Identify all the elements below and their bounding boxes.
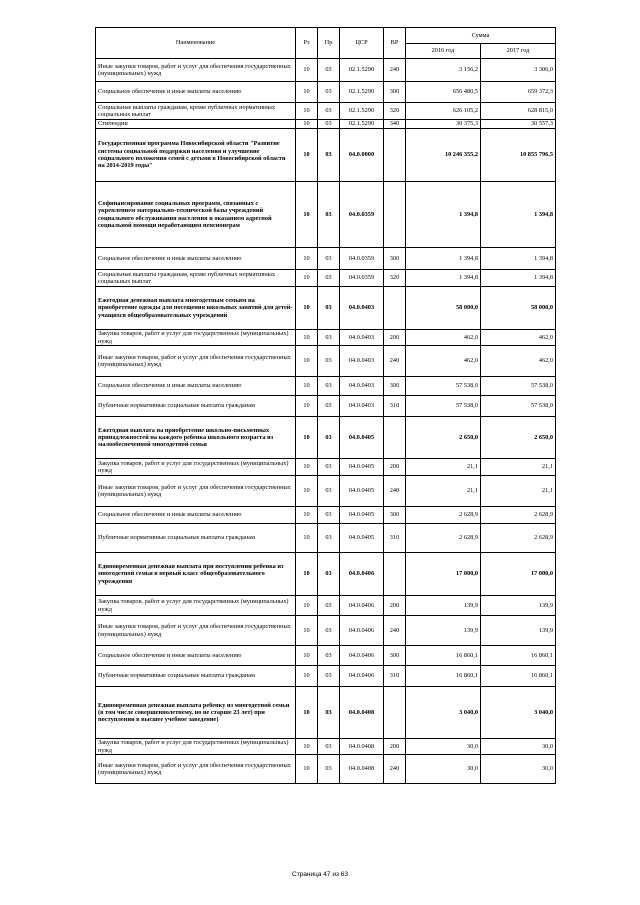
row-name: Социальные выплаты гражданам, кроме публичных нормативных социальных выплат [96,270,296,287]
row-name: Софинансирование социальных программ, связанных с укреплением материально-технической базы учреждений социального обслуживания населения и оказанием адресной социальной помощи неработающим пенсионерам [96,182,296,248]
row-sum-2017: 3 040,0 [481,687,556,739]
row-csr: 04.0.0403 [340,346,384,377]
row-sum-2016: 30,0 [406,755,481,784]
row-vr [384,287,406,330]
row-sum-2016: 21,1 [406,476,481,507]
row-sum-2017: 2 628,9 [481,507,556,524]
row-rz: 10 [296,287,318,330]
row-name: Закупка товаров, работ и услуг для государственных (муниципальных) нужд [96,739,296,755]
row-pr: 03 [318,524,340,553]
row-vr: 240 [384,59,406,82]
row-rz: 10 [296,553,318,596]
row-name: Публичные нормативные социальные выплаты гражданам [96,524,296,553]
row-sum-2017: 2 628,9 [481,524,556,553]
row-vr [384,129,406,182]
row-sum-2017: 30,0 [481,739,556,755]
row-rz: 10 [296,129,318,182]
table-row [96,82,556,103]
row-name: Иные закупки товаров, работ и услуг для обеспечения государственных (муниципальных) нужд [96,616,296,646]
table-row [96,287,556,330]
header-sum: Сумма [406,28,556,44]
row-sum-2016: 626 105,2 [406,103,481,120]
row-sum-2017: 139,9 [481,616,556,646]
table-header [96,28,556,59]
row-rz: 10 [296,459,318,476]
row-pr: 03 [318,330,340,346]
row-csr: 04.0.0403 [340,377,384,396]
row-name: Публичные нормативные социальные выплаты гражданам [96,396,296,417]
row-vr: 320 [384,270,406,287]
row-pr: 03 [318,59,340,82]
row-rz: 10 [296,666,318,687]
table-row [96,553,556,596]
row-name: Иные закупки товаров, работ и услуг для обеспечения государственных (муниципальных) нужд [96,59,296,82]
row-csr: 04.0.0403 [340,287,384,330]
row-sum-2016: 10 246 355,2 [406,129,481,182]
row-name: Единовременная денежная выплата ребенку из многодетной семьи (в том числе совершеннолетнему, но не старше 23 лет) при поступлении в высшее учебное заведение) [96,687,296,739]
row-rz: 10 [296,270,318,287]
row-pr: 03 [318,287,340,330]
table-row [96,182,556,248]
row-pr: 03 [318,553,340,596]
row-csr: 04.0.0406 [340,616,384,646]
row-sum-2017: 21,1 [481,476,556,507]
row-rz: 10 [296,476,318,507]
row-pr: 03 [318,182,340,248]
row-vr: 200 [384,330,406,346]
table-row [96,248,556,270]
row-csr: 02.1.5290 [340,59,384,82]
row-sum-2016: 57 538,0 [406,396,481,417]
header-year-2016: 2016 год [406,44,481,59]
row-pr: 03 [318,646,340,666]
row-name: Социальное обеспечение и иные выплаты населению [96,377,296,396]
row-pr: 03 [318,129,340,182]
row-name: Закупка товаров, работ и услуг для государственных (муниципальных) нужд [96,330,296,346]
table-row [96,755,556,784]
row-vr: 320 [384,103,406,120]
row-sum-2016: 139,9 [406,616,481,646]
row-rz: 10 [296,377,318,396]
row-csr: 04.0.0408 [340,739,384,755]
table-row [96,459,556,476]
row-sum-2016: 139,9 [406,596,481,616]
budget-table [95,27,556,784]
row-rz: 10 [296,346,318,377]
row-sum-2016: 16 860,1 [406,666,481,687]
header-pr: Пр [318,28,340,59]
row-sum-2016: 30,0 [406,739,481,755]
table-row [96,646,556,666]
row-pr: 03 [318,377,340,396]
row-vr: 310 [384,666,406,687]
row-vr: 310 [384,524,406,553]
row-csr: 04.0.0000 [340,129,384,182]
table-row [96,120,556,129]
row-sum-2016: 30 375,3 [406,120,481,129]
row-name: Стипендии [96,120,296,129]
row-csr: 02.1.5290 [340,82,384,103]
row-name: Иные закупки товаров, работ и услуг для обеспечения государственных (муниципальных) нужд [96,755,296,784]
row-csr: 04.0.0359 [340,248,384,270]
row-csr: 04.0.0405 [340,417,384,459]
row-pr: 03 [318,739,340,755]
row-sum-2017: 30,0 [481,755,556,784]
row-sum-2017: 628 815,0 [481,103,556,120]
row-sum-2016: 2 628,9 [406,507,481,524]
row-vr: 300 [384,507,406,524]
row-rz: 10 [296,82,318,103]
table-row [96,59,556,82]
row-sum-2016: 57 538,0 [406,377,481,396]
table-row [96,596,556,616]
row-rz: 10 [296,417,318,459]
row-pr: 03 [318,417,340,459]
row-pr: 03 [318,596,340,616]
row-vr [384,182,406,248]
row-sum-2017: 16 860,1 [481,666,556,687]
table-row [96,476,556,507]
row-name: Социальные выплаты гражданам, кроме публичных нормативных социальных выплат [96,103,296,120]
table-row [96,377,556,396]
row-csr: 04.0.0403 [340,396,384,417]
row-csr: 04.0.0408 [340,755,384,784]
header-year-2017: 2017 год [481,44,556,59]
row-sum-2016: 656 480,5 [406,82,481,103]
row-rz: 10 [296,755,318,784]
row-csr: 04.0.0405 [340,524,384,553]
row-sum-2017: 3 306,0 [481,59,556,82]
row-rz: 10 [296,616,318,646]
row-name: Ежегодная выплата на приобретение школьно-письменных принадлежностей на каждого ребенка школьного возраста из малообеспеченной многодетной семьи [96,417,296,459]
row-pr: 03 [318,248,340,270]
row-vr [384,417,406,459]
row-vr: 200 [384,596,406,616]
row-vr: 240 [384,346,406,377]
row-name: Закупка товаров, работ и услуг для государственных (муниципальных) нужд [96,596,296,616]
row-csr: 02.1.5290 [340,103,384,120]
row-pr: 03 [318,82,340,103]
table-row [96,524,556,553]
row-rz: 10 [296,182,318,248]
row-name: Государственная программа Новосибирской области "Развитие системы социальной поддержки населения и улучшение социального положения семей с детьми в Новосибирской области на 2014-2019 годы" [96,129,296,182]
row-sum-2017: 659 372,3 [481,82,556,103]
table-row [96,330,556,346]
row-pr: 03 [318,687,340,739]
row-name: Единовременная денежная выплата при поступлении ребенка из многодетной семьи в первый класс общеобразовательного учреждения [96,553,296,596]
row-sum-2017: 462,0 [481,330,556,346]
row-csr: 04.0.0406 [340,553,384,596]
row-sum-2017: 57 538,0 [481,396,556,417]
header-rz: Рз [296,28,318,59]
row-sum-2017: 1 394,8 [481,248,556,270]
row-name: Закупка товаров, работ и услуг для государственных (муниципальных) нужд [96,459,296,476]
row-pr: 03 [318,270,340,287]
row-sum-2016: 16 860,1 [406,646,481,666]
row-vr: 300 [384,377,406,396]
row-sum-2017: 58 000,0 [481,287,556,330]
row-csr: 04.0.0359 [340,270,384,287]
row-sum-2017: 1 394,8 [481,182,556,248]
row-pr: 03 [318,755,340,784]
row-csr: 04.0.0405 [340,459,384,476]
row-sum-2016: 462,0 [406,346,481,377]
row-sum-2016: 21,1 [406,459,481,476]
row-sum-2017: 462,0 [481,346,556,377]
row-sum-2016: 3 040,0 [406,687,481,739]
row-rz: 10 [296,739,318,755]
row-csr: 04.0.0406 [340,646,384,666]
table-row [96,417,556,459]
row-name: Социальное обеспечение и иные выплаты населению [96,248,296,270]
row-sum-2017: 21,1 [481,459,556,476]
row-sum-2017: 16 860,1 [481,646,556,666]
row-vr: 300 [384,82,406,103]
row-pr: 03 [318,459,340,476]
row-vr: 240 [384,476,406,507]
row-csr: 04.0.0406 [340,666,384,687]
row-vr: 310 [384,396,406,417]
row-vr: 340 [384,120,406,129]
row-name: Социальное обеспечение и иные выплаты населению [96,82,296,103]
row-sum-2017: 57 538,0 [481,377,556,396]
table-row [96,270,556,287]
row-name: Иные закупки товаров, работ и услуг для обеспечения государственных (муниципальных) нужд [96,476,296,507]
row-rz: 10 [296,59,318,82]
row-csr: 04.0.0403 [340,330,384,346]
table-row [96,666,556,687]
table-row [96,129,556,182]
row-pr: 03 [318,120,340,129]
row-sum-2017: 2 650,0 [481,417,556,459]
table-body [96,59,556,784]
row-vr: 200 [384,739,406,755]
row-sum-2016: 1 394,8 [406,182,481,248]
row-vr: 240 [384,616,406,646]
row-rz: 10 [296,103,318,120]
row-pr: 03 [318,507,340,524]
header-name: Наименование [96,28,296,59]
row-sum-2017: 30 557,3 [481,120,556,129]
page-footer: Страница 47 из 63 [292,871,348,878]
row-pr: 03 [318,666,340,687]
row-sum-2017: 1 394,8 [481,270,556,287]
row-pr: 03 [318,346,340,377]
row-sum-2016: 2 628,9 [406,524,481,553]
table-row [96,346,556,377]
row-name: Социальное обеспечение и иные выплаты населению [96,507,296,524]
row-sum-2016: 1 394,8 [406,270,481,287]
row-csr: 04.0.0359 [340,182,384,248]
row-rz: 10 [296,687,318,739]
row-vr: 240 [384,755,406,784]
row-rz: 10 [296,396,318,417]
row-sum-2016: 1 394,8 [406,248,481,270]
row-csr: 02.1.5290 [340,120,384,129]
row-vr [384,553,406,596]
row-name: Ежегодная денежная выплата многодетным семьям на приобретение одежды для посещения школьных занятий для детей-учащихся общеобразовательных учреждений [96,287,296,330]
row-vr: 200 [384,459,406,476]
row-sum-2016: 17 000,0 [406,553,481,596]
row-csr: 04.0.0405 [340,476,384,507]
row-sum-2016: 58 000,0 [406,287,481,330]
row-name: Социальное обеспечение и иные выплаты населению [96,646,296,666]
row-rz: 10 [296,596,318,616]
row-vr: 300 [384,248,406,270]
row-rz: 10 [296,248,318,270]
row-csr: 04.0.0408 [340,687,384,739]
row-csr: 04.0.0406 [340,596,384,616]
row-sum-2016: 462,0 [406,330,481,346]
row-name: Иные закупки товаров, работ и услуг для обеспечения государственных (муниципальных) нужд [96,346,296,377]
row-sum-2017: 139,9 [481,596,556,616]
table-row [96,396,556,417]
row-rz: 10 [296,330,318,346]
table-row [96,103,556,120]
row-pr: 03 [318,476,340,507]
row-sum-2016: 3 156,2 [406,59,481,82]
header-vr: ВР [384,28,406,59]
table-row [96,616,556,646]
row-vr: 300 [384,646,406,666]
row-sum-2016: 2 650,0 [406,417,481,459]
row-rz: 10 [296,120,318,129]
row-rz: 10 [296,524,318,553]
row-name: Публичные нормативные социальные выплаты гражданам [96,666,296,687]
row-sum-2017: 10 855 796,5 [481,129,556,182]
table-row [96,687,556,739]
header-csr: ЦСР [340,28,384,59]
table-row [96,507,556,524]
row-rz: 10 [296,646,318,666]
row-vr [384,687,406,739]
row-sum-2017: 17 000,0 [481,553,556,596]
row-rz: 10 [296,507,318,524]
table-row [96,739,556,755]
row-pr: 03 [318,396,340,417]
row-pr: 03 [318,616,340,646]
row-csr: 04.0.0405 [340,507,384,524]
row-pr: 03 [318,103,340,120]
